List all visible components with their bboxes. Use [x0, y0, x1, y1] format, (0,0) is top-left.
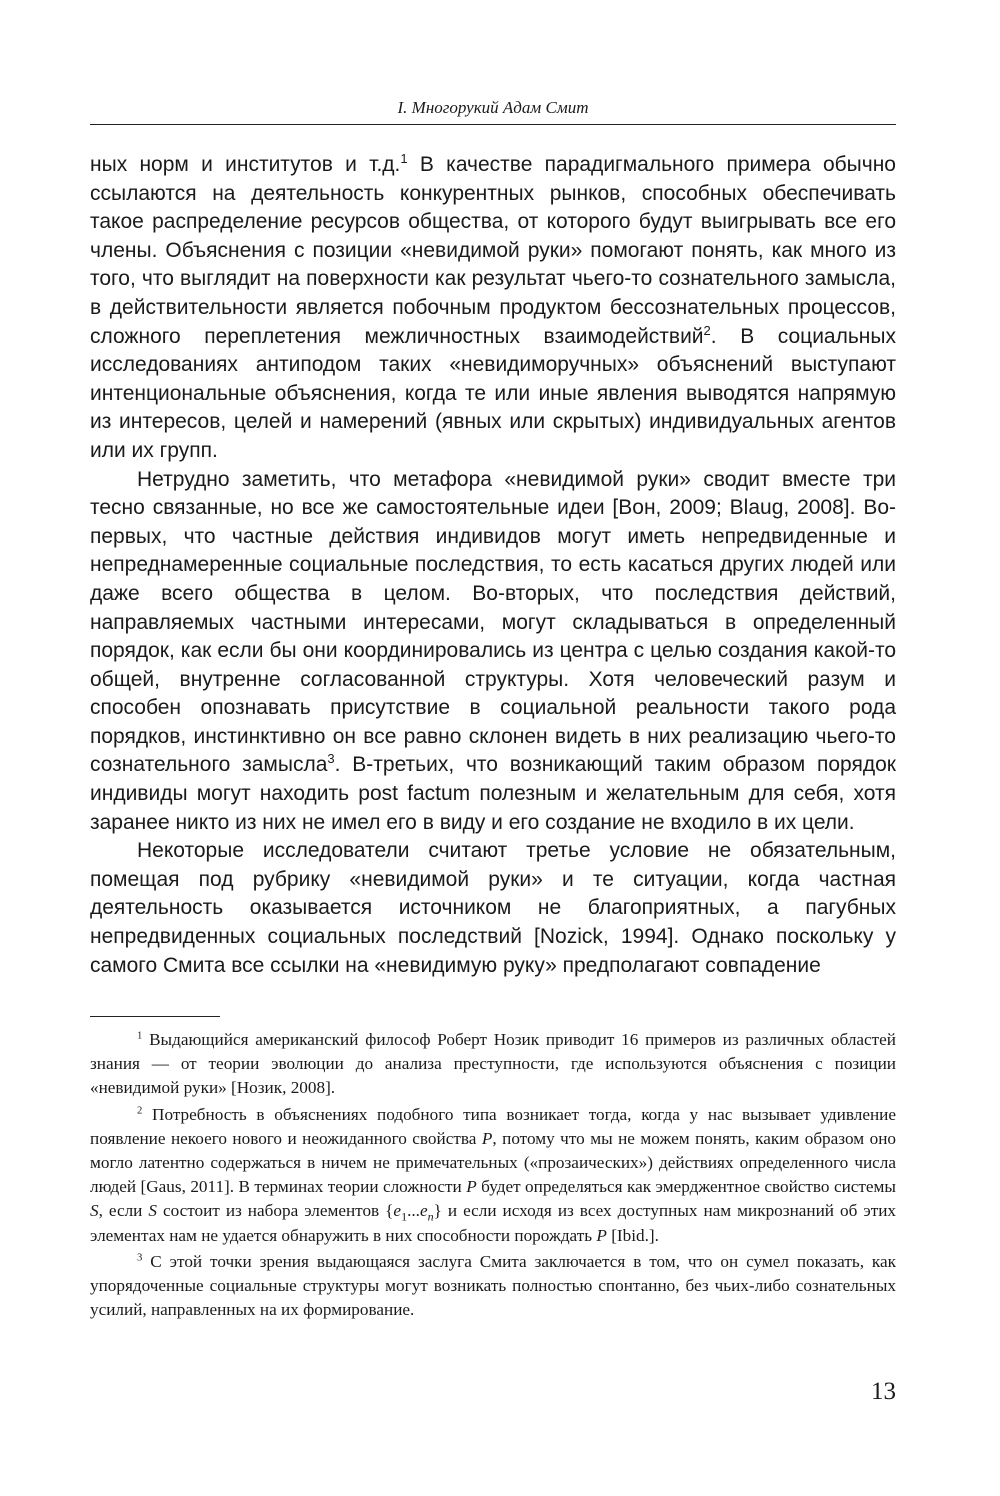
- footnote-3-number: 3: [137, 1252, 143, 1264]
- footnote-2-text-f: } и если исходя из всех доступных нам микрознаний об этих элементах нам не удается обнаружить в них способности порождать: [90, 1201, 897, 1245]
- header-rule: [90, 124, 896, 125]
- footnote-ref-2: 2: [703, 322, 711, 338]
- footnote-1: [90, 1028, 896, 1101]
- page-number: 13: [871, 1378, 896, 1405]
- footnote-2-var-s2: S: [148, 1201, 157, 1221]
- footnote-2-text-c: будет определяться как эмерджентное свойство системы: [476, 1177, 896, 1197]
- footnote-2-text-d: , если: [98, 1201, 149, 1221]
- footnote-2-var-p3: P: [596, 1225, 607, 1245]
- footnotes: [90, 1028, 896, 1324]
- footnote-2-var-p1: P: [481, 1128, 493, 1148]
- footnote-2-text-b: , потому что мы не можем понять, каким образом оно могло латентно содержаться в ничем не примечательных («прозаических») действиях определенного числа людей [Gaus, 2011]. В терминах теории сложности: [90, 1128, 896, 1197]
- paragraph-2-part-b: . В-третьих, что возникающий таким образом порядок индивиды могут находить post factum полезным и желательным для себя, хотя заранее никто из них не имел его в виду и его создание не входило в их цели.: [90, 753, 896, 834]
- footnote-2-var-en: e: [419, 1201, 428, 1221]
- footnote-2-sub-n-italic: n: [427, 1209, 434, 1224]
- footnote-ref-1: 1: [400, 151, 408, 166]
- footnote-3: [90, 1250, 896, 1323]
- footnote-2-var-p2: P: [466, 1177, 477, 1197]
- running-head: I. Многорукий Адам Смит: [397, 98, 589, 117]
- footnote-2-dots: ...: [407, 1201, 420, 1221]
- footnote-ref-3: 3: [327, 751, 335, 767]
- footnote-2-number: 2: [137, 1104, 143, 1116]
- paragraph-3: Некоторые исследователи считают третье условие не обязательным, помещая под рубрику «невидимой руки» и те ситуации, когда частная деятельность оказывается источником не благоприятных, а пагубных непредвиденных социальных последствий [Nozick, 1994]. Однако поскольку у самого Смита все ссылки на «невидимую руку» предполагают совпадение: [90, 839, 896, 977]
- footnote-2-var-e1: e: [393, 1201, 402, 1221]
- footnote-2-text-g: [Ibid.].: [606, 1225, 659, 1245]
- footnote-2: [90, 1103, 896, 1248]
- footnote-2-text-e: состоит из набора элементов {: [156, 1201, 394, 1221]
- footnote-2-text-a: Потребность в объяснениях подобного типа возникает тогда, когда у нас вызывает удивление появление некоего нового и неожиданного свойства: [90, 1104, 896, 1148]
- paragraph-1: [90, 151, 896, 466]
- footnote-2-sub-1: 1: [401, 1209, 408, 1224]
- main-text: [90, 151, 896, 980]
- paragraph-1-part-b: В качестве парадигмального примера обычно ссылаются на деятельность конкурентных рынков, способных обеспечивать такое распределение ресурсов общества, от которого будут выигрывать все его члены. Объяснения с позиции «невидимой руки» помогают понять, как много из того, что выглядит на поверхности как результат чьего-то сознательного замысла, в действительности является побочным продуктом бессознательных процессов, сложного переплетения межличностных взаимодействий: [90, 153, 896, 348]
- paragraph-1-part-c: . В социальных исследованиях антиподом таких «невидиморучных» объяснений выступают интенциональные объяснения, когда те или иные явления выводятся напрямую из интересов, целей и намерений (явных или скрытых) индивидуальных агентов или их групп.: [90, 324, 896, 462]
- paragraph-2-part-a: Нетрудно заметить, что метафора «невидимой руки» сводит вместе три тесно связанные, но все же самостоятельные идеи [Вон, 2009; Blaug, 2008]. Во-первых, что частные действия индивидов могут иметь непредвиденные и непреднамеренные социальные последствия, то есть касаться других людей или даже всего общества в целом. Во-вторых, что последствия действий, направляемых частными интересами, могут складываться в определенный порядок, как если бы они координировались из центра с целью создания какой-то общей, внутренне согласованной структуры. Хотя человеческий разум и способен опознавать присутствие в социальной реальности такого рода порядков, инстинктивно он все равно склонен видеть в них реализацию чьего-то сознательного замысла: [90, 467, 896, 777]
- footnote-2-var-s1: S: [90, 1201, 99, 1221]
- footnote-1-text: Выдающийся американский философ Роберт Нозик приводит 16 примеров из различных областей знания — от теории эволюции до анализа преступности, где используются объяснения с позиции «невидимой руки» [Нозик, 2008].: [90, 1030, 896, 1098]
- paragraph-1-part-a: ных норм и институтов и т.д.: [90, 153, 401, 176]
- paragraph-2: [90, 466, 896, 838]
- footnote-rule: [90, 1016, 220, 1017]
- footnote-1-number: 1: [137, 1030, 143, 1042]
- footnote-3-text: С этой точки зрения выдающаяся заслуга Смита заключается в том, что он сумел показать, как упорядоченные социальные структуры могут возникать полностью спонтанно, без чьих-либо сознательных усилий, направленных на их формирование.: [90, 1251, 896, 1320]
